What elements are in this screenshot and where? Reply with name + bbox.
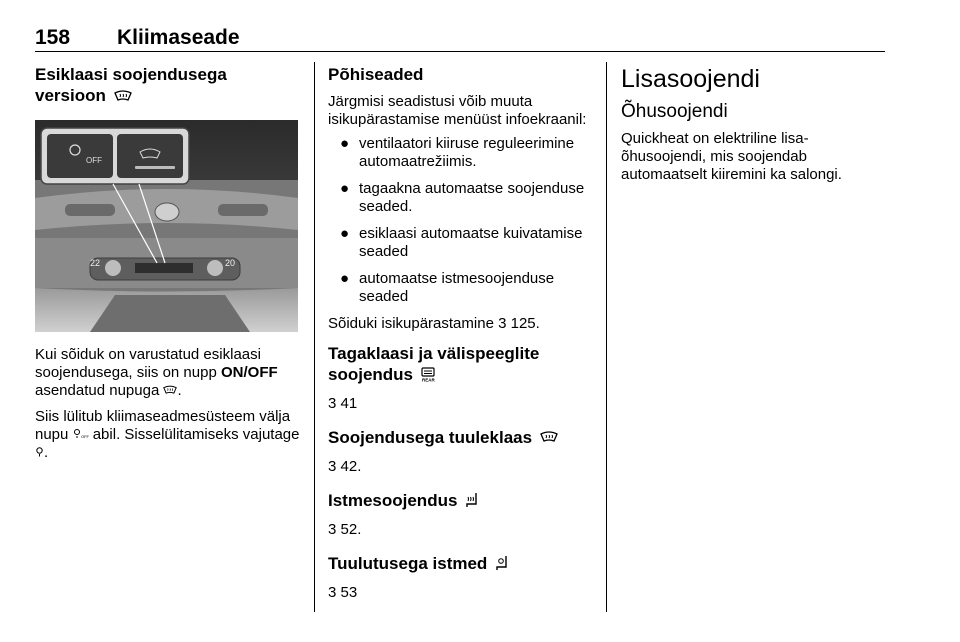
intro-text: Järgmisi seadistusi võib muuta isikupärastamise menüüst infoekraanil: <box>328 93 587 128</box>
paragraph-onoff: Kui sõiduk on varustatud esiklaasi soojendusega, siis on nupp ON/OFF asendatud nupuga . <box>35 346 278 399</box>
windscreen-heating-icon <box>163 385 177 395</box>
section-heading-ventilated-seats: Tuulutusega istmed <box>328 553 596 574</box>
section-heading-basic-settings: Põhiseaded <box>328 65 424 84</box>
list-item: ● esiklaasi automaatse kuivatamise seaded <box>340 225 583 260</box>
seat-ventilation-icon <box>495 555 511 571</box>
list-item: ● automaatse istmesoojenduse seaded <box>340 270 555 305</box>
windscreen-heating-icon <box>540 431 558 443</box>
windscreen-heating-icon <box>114 90 132 102</box>
page-title: Kliimaseade <box>117 26 240 49</box>
rear-window-heating-icon <box>421 367 435 382</box>
left-temp-label: 22 <box>90 258 101 268</box>
page-number: 158 <box>35 26 71 49</box>
page-ref: 3 53 <box>328 584 358 601</box>
section-heading-seat-heating: Istmesoojendus <box>328 490 596 511</box>
column-divider <box>314 62 315 612</box>
off-label: OFF <box>86 156 102 165</box>
page-ref: 3 41 <box>328 395 358 412</box>
subheading-air-heater: Õhusoojendi <box>621 101 728 122</box>
fan-icon <box>35 446 44 457</box>
section-heading-windscreen-version <box>35 64 303 106</box>
page-ref: 3 52. <box>328 521 362 538</box>
page-header <box>35 22 885 52</box>
column-middle <box>328 64 596 602</box>
heading-line-2: versioon <box>35 86 106 105</box>
column-divider <box>606 62 607 612</box>
list-item: ● ventilaatori kiiruse reguleerimine automaatrežiimis. <box>340 135 575 170</box>
air-heater-description: Quickheat on elektriline lisa-õhusoojendi, mis soojendab automaatselt kiiremini ka salongi. <box>621 130 842 183</box>
settings-list <box>328 135 596 306</box>
svg-text:REAR: REAR <box>421 377 435 382</box>
list-item: ● tagaakna automaatse soojenduse seaded. <box>340 180 585 215</box>
section-heading-rear-window: Tagaklaasi ja välispeeglite soojendus REAR <box>328 344 540 384</box>
fan-off-icon <box>73 428 89 439</box>
section-heading-heated-windscreen: Soojendusega tuuleklaas <box>328 427 596 448</box>
paragraph-system-off: Siis lülitub kliimaseadmesüsteem välja nupu OFF abil. Sisselülitamiseks vajutage . <box>35 408 300 461</box>
climate-panel-illustration <box>35 120 298 332</box>
page-ref: 3 125. <box>498 315 540 332</box>
climate-control-photo <box>35 120 298 332</box>
seat-heating-icon <box>465 492 481 508</box>
column-left <box>35 64 303 462</box>
onoff-label: ON/OFF <box>220 364 278 381</box>
header-rule <box>35 51 885 52</box>
column-right <box>621 64 885 184</box>
svg-text:OFF: OFF <box>80 434 89 439</box>
section-heading-auxiliary-heater: Lisasoojendi <box>621 65 760 93</box>
personalisation-reference: Sõiduki isikupärastamine 3 125. <box>328 315 540 332</box>
right-temp-label: 20 <box>225 258 236 268</box>
heading-line-1: Esiklaasi soojendusega <box>35 65 227 84</box>
page-ref: 3 42. <box>328 458 362 475</box>
